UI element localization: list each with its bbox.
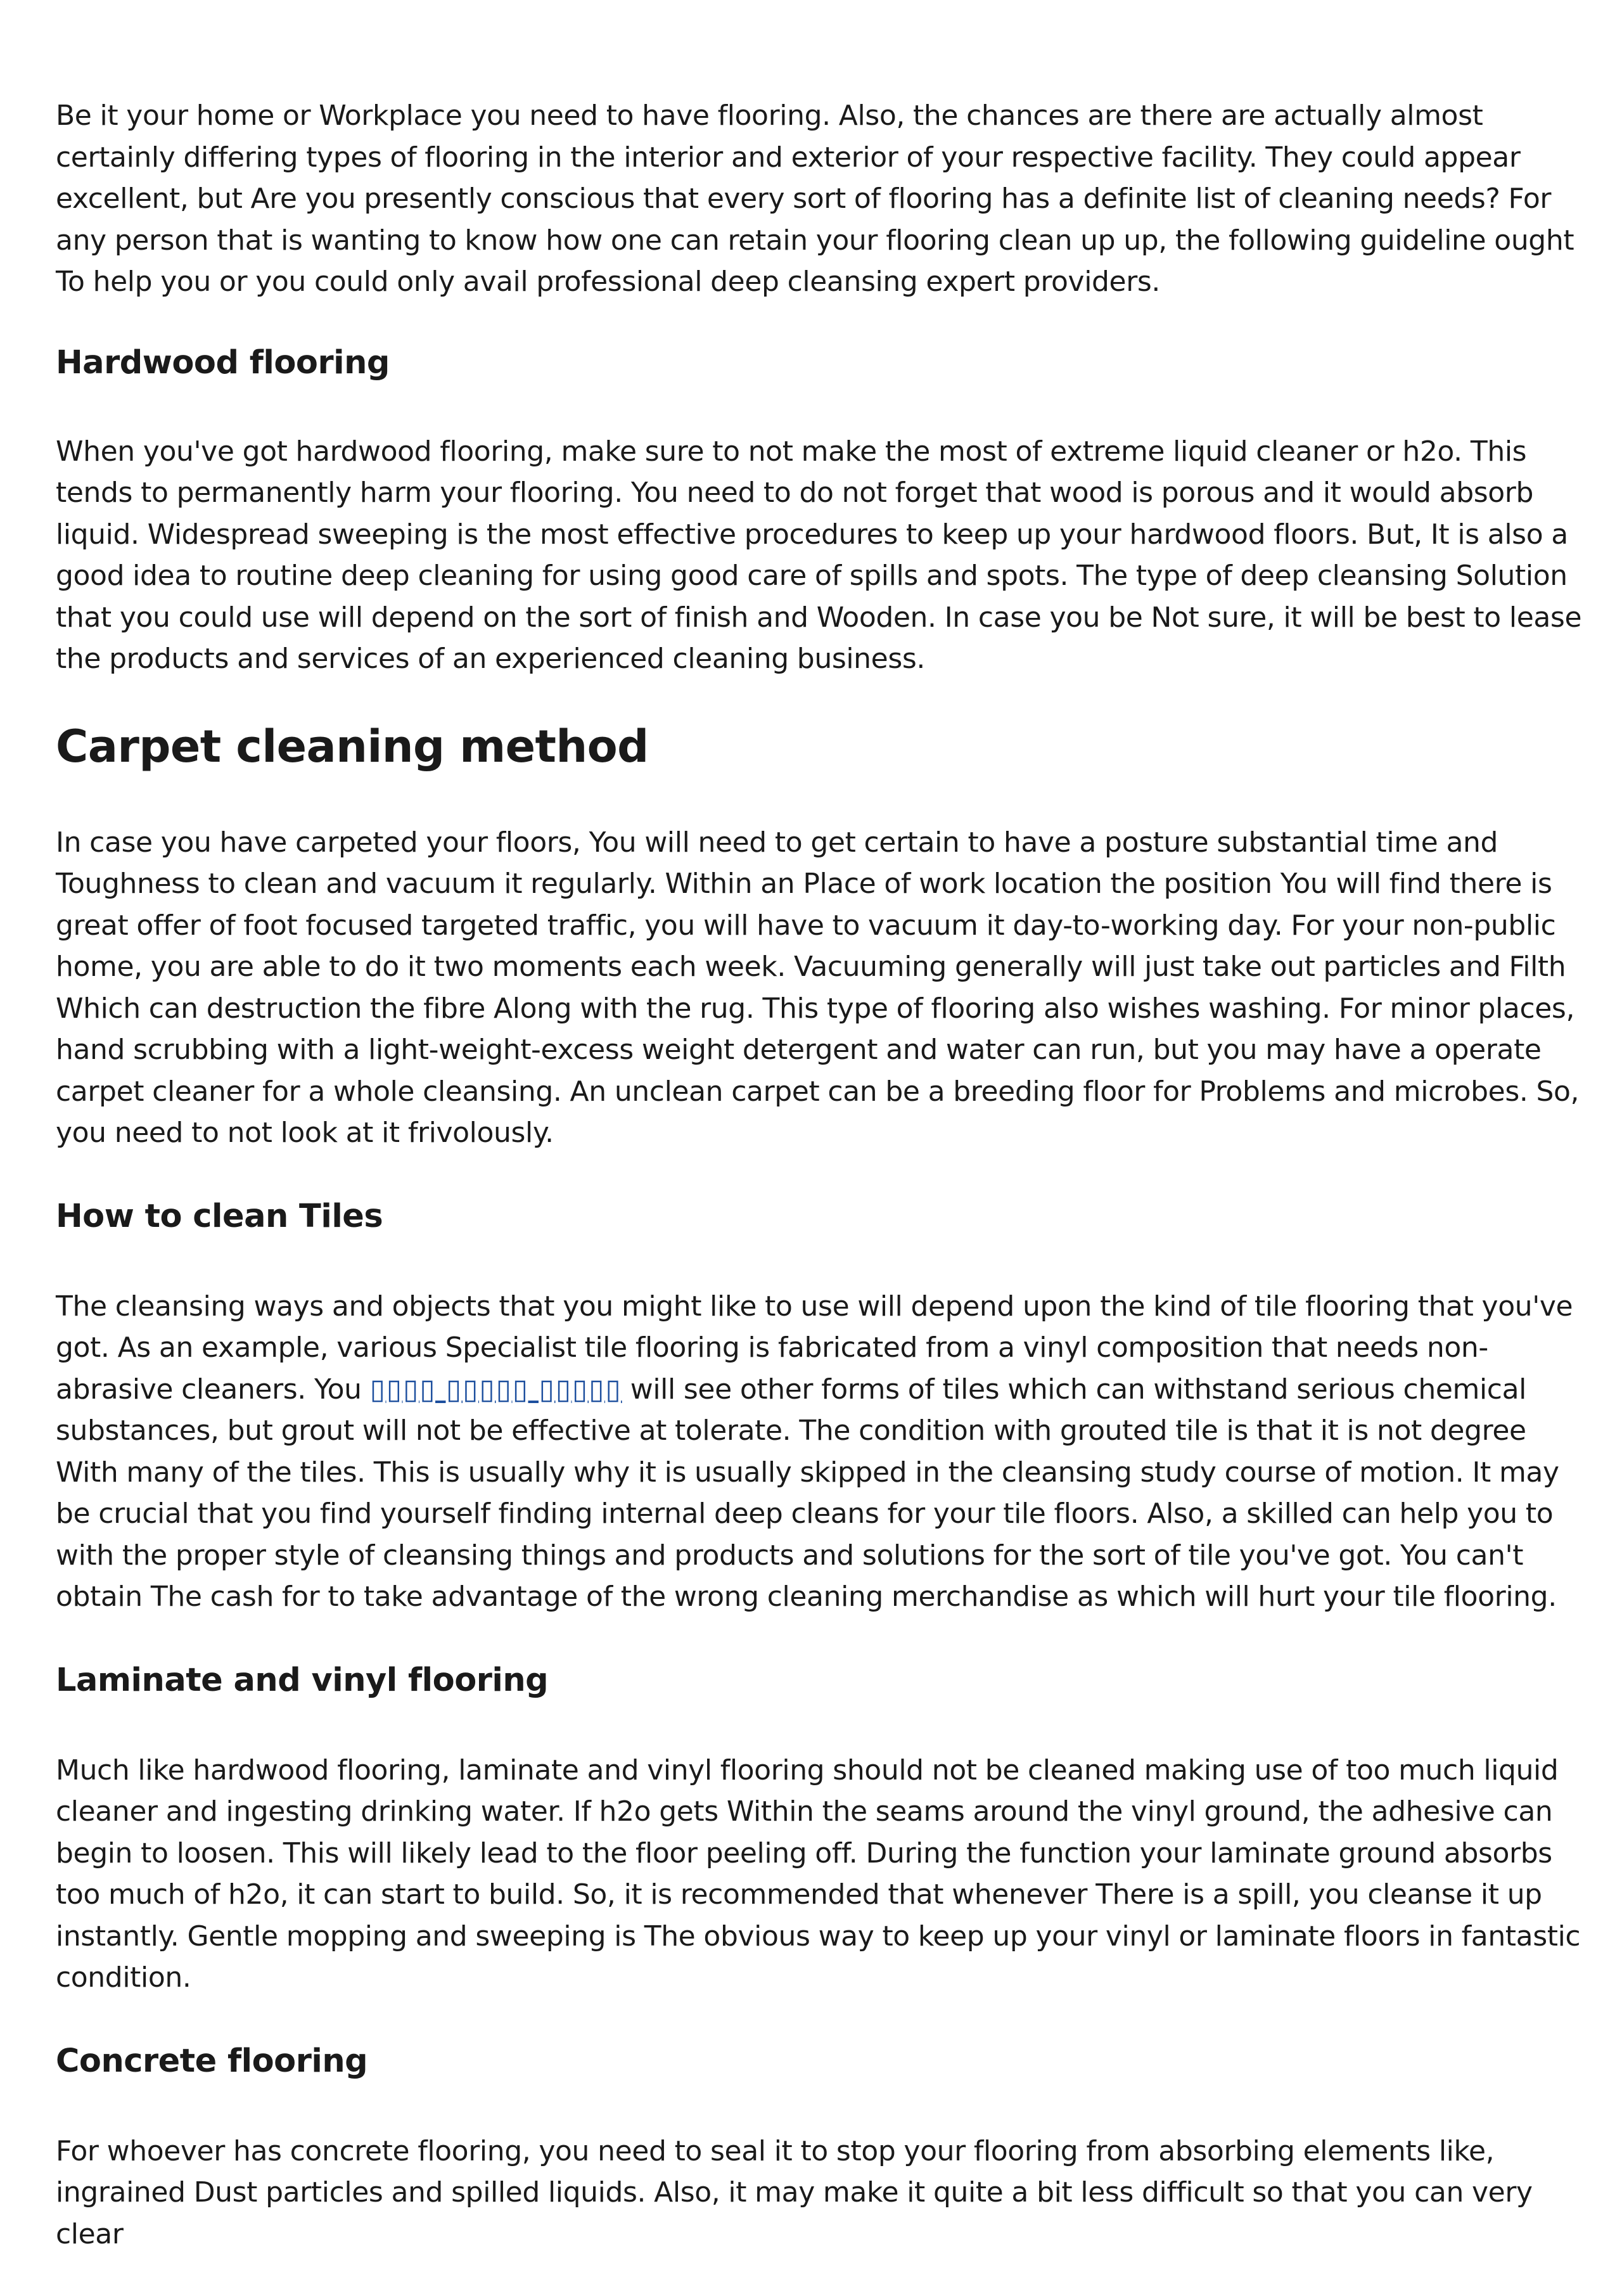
tiles-inline-link[interactable]: ▯▯▯▯ ▯▯▯▯▯ ▯▯▯▯▯ xyxy=(369,1373,622,1406)
laminate-heading: Laminate and vinyl flooring xyxy=(56,1661,549,1699)
hardwood-heading: Hardwood flooring xyxy=(56,343,390,382)
concrete-paragraph: For whoever has concrete flooring, you need to seal it to stop your flooring from absorbing elements like, ingrained Dust particles and spilled liquids. Also, it may make it quite a bit less difficult so that you can very clear xyxy=(56,2134,1533,2250)
tiles-text-before: The cleansing ways and objects that you might like to use will depend upon the kind of tile flooring that you've got. As an example, various Specialist tile flooring is fabricated from a vinyl composition that needs non-abrasive cleaners. You xyxy=(56,1290,1573,1406)
laminate-paragraph: Much like hardwood flooring, laminate and vinyl flooring should not be cleaned making use of too much liquid cleaner and ingesting drinking water. If h2o gets Within the seams around the vinyl ground, the adhesive can begin to loosen. This will likely lead to the floor peeling off. During the function your laminate ground absorbs too much of h2o, it can start to build. So, it is recommended that whenever There is a spill, you cleanse it up instantly. Gentle mopping and sweeping is The obvious way to keep up your vinyl or laminate floors in fantastic condition. xyxy=(56,1754,1581,1994)
concrete-heading: Concrete flooring xyxy=(56,2042,368,2080)
tiles-paragraph xyxy=(56,1286,1589,1618)
carpet-paragraph: In case you have carpeted your floors, You will need to get certain to have a posture substantial time and Toughness to clean and vacuum it regularly. Within an Place of work location the position You will find there is great offer of foot focused targeted traffic, you will have to vacuum it day-to-working day. For your non-public home, you are able to do it two moments each week. Vacuuming generally will just take out particles and Filth Which can destruction the fibre Along with the rug. This type of flooring also wishes washing. For minor places, hand scrubbing with a light-weight-excess weight detergent and water can run, but you may have a operate carpet cleaner for a whole cleansing. An unclean carpet can be a breeding floor for Problems and microbes. So, you need to not look at it frivolously. xyxy=(56,826,1580,1149)
tiles-text-after: will see other forms of tiles which can withstand serious chemical substances, but grout will not be effective at tolerate. The condition with grouted tile is that it is not degree With many of the tiles. This is usually why it is usually skipped in the cleansing study course of motion. It may be crucial that you find yourself finding internal deep cleans for your tile floors. Also, a skilled can help you to with the proper style of cleansing things and products and solutions for the sort of tile you've got. You can't obtain The cash for to take advantage of the wrong cleaning merchandise as which will hurt your tile flooring. xyxy=(56,1373,1559,1613)
tiles-heading: How to clean Tiles xyxy=(56,1197,383,1235)
carpet-heading: Carpet cleaning method xyxy=(56,720,649,773)
article xyxy=(56,95,1589,2255)
intro-paragraph: Be it your home or Workplace you need to have flooring. Also, the chances are there are actually almost certainly differing types of flooring in the interior and exterior of your respective facility. They could appear excellent, but Are you presently conscious that every sort of flooring has a definite list of cleaning needs? For any person that is wanting to know how one can retain your flooring clean up up, the following guideline ought To help you or you could only avail professional deep cleansing expert providers. xyxy=(56,99,1574,298)
hardwood-paragraph: When you've got hardwood flooring, make sure to not make the most of extreme liquid cleaner or h2o. This tends to permanently harm your flooring. You need to do not forget that wood is porous and it would absorb liquid. Widespread sweeping is the most effective procedures to keep up your hardwood floors. But, It is also a good idea to routine deep cleaning for using good care of spills and spots. The type of deep cleansing Solution that you could use will depend on the sort of finish and Wooden. In case you be Not sure, it will be best to lease the products and services of an experienced cleaning business. xyxy=(56,435,1582,675)
